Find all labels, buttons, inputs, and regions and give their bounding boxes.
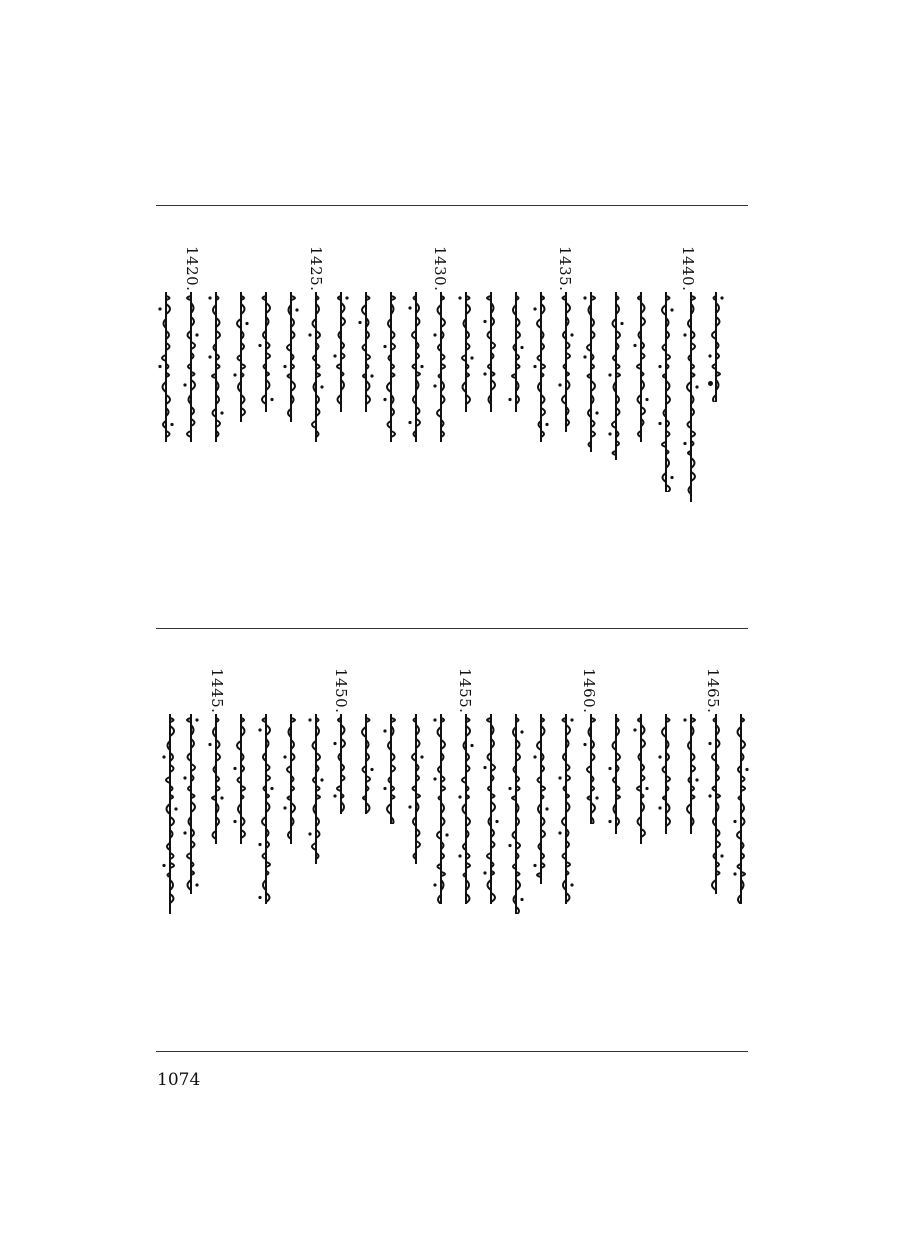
- script-column: [606, 714, 626, 834]
- script-dot: [195, 333, 198, 336]
- script-dot: [708, 742, 711, 745]
- script-dot: [633, 344, 636, 347]
- script-column-glyphs: [456, 292, 476, 412]
- script-dot: [508, 844, 511, 847]
- script-dot: [433, 777, 436, 780]
- script-dot: [470, 356, 473, 359]
- line-number: 1440.: [679, 246, 697, 292]
- script-dot: [433, 384, 436, 387]
- script-column: [431, 714, 451, 904]
- script-dot: [420, 755, 423, 758]
- script-dot: [258, 896, 261, 899]
- script-dot: [720, 854, 723, 857]
- script-column-glyphs: [160, 714, 180, 914]
- script-dot: [583, 296, 586, 299]
- script-column: [306, 292, 326, 442]
- script-column: [231, 292, 251, 422]
- script-dot: [520, 346, 523, 349]
- script-dot: [295, 308, 298, 311]
- script-column: [556, 292, 576, 432]
- script-column-glyphs: [281, 292, 301, 422]
- script-dot: [433, 883, 436, 886]
- script-column: [356, 714, 376, 814]
- script-dot: [170, 423, 173, 426]
- script-column: [681, 714, 701, 834]
- script-dot: [258, 843, 261, 846]
- script-column: [581, 292, 601, 452]
- script-column-glyphs: [656, 292, 676, 492]
- script-dot: [270, 787, 273, 790]
- script-dot: [258, 728, 261, 731]
- script-column: [381, 714, 401, 824]
- script-dot: [695, 778, 698, 781]
- script-column-glyphs: [431, 292, 451, 442]
- script-column-glyphs: [631, 714, 651, 844]
- script-dot: [658, 365, 661, 368]
- script-dot: [658, 755, 661, 758]
- line-number: 1445.: [208, 668, 226, 714]
- line-number: 1425.: [307, 246, 325, 292]
- script-column-glyphs: [556, 292, 576, 432]
- script-dot: [208, 296, 211, 299]
- script-dot: [370, 768, 373, 771]
- script-dot: [583, 743, 586, 746]
- line-number: 1430.: [431, 246, 449, 292]
- script-dot: [162, 755, 165, 758]
- script-column: [681, 292, 701, 502]
- script-dot: [383, 398, 386, 401]
- line-number: 1455.: [456, 668, 474, 714]
- script-dot: [308, 333, 311, 336]
- script-dot: [595, 796, 598, 799]
- script-column: [481, 292, 501, 412]
- script-dot: [470, 744, 473, 747]
- script-column: [506, 714, 526, 914]
- script-dot: [383, 345, 386, 348]
- script-dot: [670, 476, 673, 479]
- script-column: [531, 714, 551, 884]
- script-dot: [595, 411, 598, 414]
- script-dot: [233, 373, 236, 376]
- script-dot: [383, 729, 386, 732]
- script-column-glyphs: [406, 714, 426, 864]
- line-number: 1465.: [704, 668, 722, 714]
- script-dot: [483, 372, 486, 375]
- script-column-glyphs: [231, 714, 251, 844]
- script-column: [156, 292, 176, 442]
- script-dot: [195, 883, 198, 886]
- script-column-glyphs: [456, 714, 476, 904]
- script-dot: [658, 422, 661, 425]
- script-dot: [608, 373, 611, 376]
- script-dot: [283, 755, 286, 758]
- script-column: [181, 292, 201, 442]
- script-column: [331, 292, 351, 412]
- script-column-glyphs: [406, 292, 426, 442]
- script-dot: [220, 411, 223, 414]
- script-dot: [158, 365, 161, 368]
- script-column: [281, 714, 301, 844]
- script-dot: [495, 820, 498, 823]
- script-dot: [645, 398, 648, 401]
- script-dot: [383, 787, 386, 790]
- script-column: [281, 292, 301, 422]
- script-dot: [733, 872, 736, 875]
- script-dot: [183, 831, 186, 834]
- script-dot: [270, 398, 273, 401]
- script-dot: [733, 820, 736, 823]
- script-dot: [208, 355, 211, 358]
- script-column: [531, 292, 551, 442]
- script-dot: [458, 795, 461, 798]
- script-column-glyphs: [681, 714, 701, 834]
- script-dot: [183, 776, 186, 779]
- script-dot: [533, 365, 536, 368]
- script-dot: [233, 767, 236, 770]
- script-dot: [333, 742, 336, 745]
- script-column: [556, 714, 576, 904]
- script-dot: [183, 383, 186, 386]
- script-dot: [233, 820, 236, 823]
- script-dot: [458, 854, 461, 857]
- script-dot: [458, 296, 461, 299]
- line-number: 1435.: [556, 246, 574, 292]
- script-dot: [658, 806, 661, 809]
- script-dot: [683, 333, 686, 336]
- script-column: [656, 292, 676, 492]
- script-dot: [483, 766, 486, 769]
- line-number: 1450.: [332, 668, 350, 714]
- script-dot: [520, 730, 523, 733]
- script-dot: [220, 796, 223, 799]
- script-column: [656, 714, 676, 834]
- bottom-rule: [156, 1051, 748, 1052]
- script-column: [331, 714, 351, 814]
- script-dot: [558, 831, 561, 834]
- script-dot: [320, 778, 323, 781]
- script-dot: [608, 432, 611, 435]
- script-dot: [195, 718, 198, 721]
- script-column-glyphs: [356, 714, 376, 814]
- script-dot: [633, 728, 636, 731]
- script-dot: [620, 322, 623, 325]
- script-column-glyphs: [431, 714, 451, 904]
- script-column: [256, 714, 276, 904]
- script-column-glyphs: [581, 292, 601, 452]
- script-column: [381, 292, 401, 442]
- script-dot: [708, 794, 711, 797]
- script-column-glyphs: [531, 292, 551, 442]
- script-column-glyphs: [656, 714, 676, 834]
- script-column-glyphs: [706, 292, 726, 402]
- script-column-glyphs: [481, 714, 501, 904]
- script-column-glyphs: [706, 714, 726, 894]
- script-dot: [558, 776, 561, 779]
- script-dot: [533, 307, 536, 310]
- script-dot: [283, 365, 286, 368]
- script-dot: [258, 344, 261, 347]
- script-dot: [483, 871, 486, 874]
- script-dot: [320, 385, 323, 388]
- line-number: 1460.: [580, 668, 598, 714]
- script-column-glyphs: [606, 292, 626, 460]
- script-dot: [608, 767, 611, 770]
- script-dot: [283, 806, 286, 809]
- script-dot: [433, 333, 436, 336]
- script-dot: [162, 864, 165, 867]
- script-dot: [720, 296, 723, 299]
- script-dot: [408, 421, 411, 424]
- script-column: [581, 714, 601, 824]
- script-dot: [670, 308, 673, 311]
- script-column: [256, 292, 276, 412]
- script-dot: [608, 820, 611, 823]
- script-column-glyphs: [481, 292, 501, 412]
- script-column: [356, 292, 376, 412]
- middle-rule: [156, 628, 748, 629]
- script-column-glyphs: [231, 292, 251, 422]
- script-column-glyphs: [356, 292, 376, 412]
- script-column: [160, 714, 180, 914]
- script-dot: [345, 296, 348, 299]
- script-column: [606, 292, 626, 460]
- script-dot: [683, 718, 686, 721]
- script-column-glyphs: [331, 292, 351, 412]
- script-dot: [445, 833, 448, 836]
- script-column-glyphs: [156, 292, 176, 442]
- script-column: [456, 292, 476, 412]
- script-column: [181, 714, 201, 894]
- script-column: [706, 714, 726, 894]
- script-column: [481, 714, 501, 904]
- script-column-glyphs: [381, 714, 401, 824]
- script-column-glyphs: [181, 714, 201, 894]
- script-column: [206, 714, 226, 844]
- script-column-glyphs: [256, 292, 276, 412]
- script-dot: [245, 322, 248, 325]
- script-dot: [545, 807, 548, 810]
- script-column-glyphs: [281, 714, 301, 844]
- script-column-glyphs: [606, 714, 626, 834]
- script-column-glyphs: [206, 292, 226, 442]
- script-dot: [333, 354, 336, 357]
- script-column-glyphs: [681, 292, 701, 502]
- script-column-glyphs: [331, 714, 351, 814]
- script-column-glyphs: [531, 714, 551, 884]
- script-dot: [508, 398, 511, 401]
- script-column-glyphs: [631, 292, 651, 442]
- script-column-glyphs: [181, 292, 201, 442]
- script-dot: [420, 365, 423, 368]
- script-dot: [695, 385, 698, 388]
- script-dot: [708, 354, 711, 357]
- script-dot: [433, 718, 436, 721]
- script-column-glyphs: [581, 714, 601, 824]
- line-number: 1420.: [183, 246, 201, 292]
- page-number: 1074: [157, 1070, 201, 1090]
- script-column-glyphs: [506, 714, 526, 914]
- script-dot: [308, 832, 311, 835]
- script-column-glyphs: [206, 714, 226, 844]
- script-column: [406, 292, 426, 442]
- script-column: [306, 714, 326, 864]
- script-column: [456, 714, 476, 904]
- script-column: [431, 292, 451, 442]
- script-dot: [408, 805, 411, 808]
- script-dot: [533, 755, 536, 758]
- script-dot: [683, 442, 686, 445]
- script-dot: [570, 718, 573, 721]
- script-dot: [370, 374, 373, 377]
- script-dot: [558, 383, 561, 386]
- script-column-glyphs: [506, 292, 526, 412]
- script-column-glyphs: [381, 292, 401, 442]
- script-dot: [308, 718, 311, 721]
- script-dot: [520, 898, 523, 901]
- script-dot: [158, 307, 161, 310]
- script-column: [406, 714, 426, 864]
- script-column-glyphs: [306, 714, 326, 864]
- script-dot: [174, 807, 177, 810]
- script-dot: [508, 787, 511, 790]
- script-column-glyphs: [306, 292, 326, 442]
- script-column: [631, 292, 651, 442]
- script-column: [631, 714, 651, 844]
- script-column-glyphs: [256, 714, 276, 904]
- script-dot: [583, 355, 586, 358]
- script-dot: [570, 333, 573, 336]
- script-column: [731, 714, 751, 904]
- script-dot: [570, 883, 573, 886]
- script-dot: [208, 743, 211, 746]
- script-dot: [645, 787, 648, 790]
- script-column: [231, 714, 251, 844]
- script-column: [206, 292, 226, 442]
- script-dot: [545, 423, 548, 426]
- script-column-glyphs: [731, 714, 751, 904]
- script-dot: [358, 321, 361, 324]
- script-dot: [533, 864, 536, 867]
- script-column: [506, 292, 526, 412]
- script-dot: [745, 768, 748, 771]
- script-column: [706, 292, 726, 402]
- script-dot: [483, 320, 486, 323]
- top-rule: [156, 205, 748, 206]
- script-dot: [333, 794, 336, 797]
- script-dot: [408, 306, 411, 309]
- script-column-glyphs: [556, 714, 576, 904]
